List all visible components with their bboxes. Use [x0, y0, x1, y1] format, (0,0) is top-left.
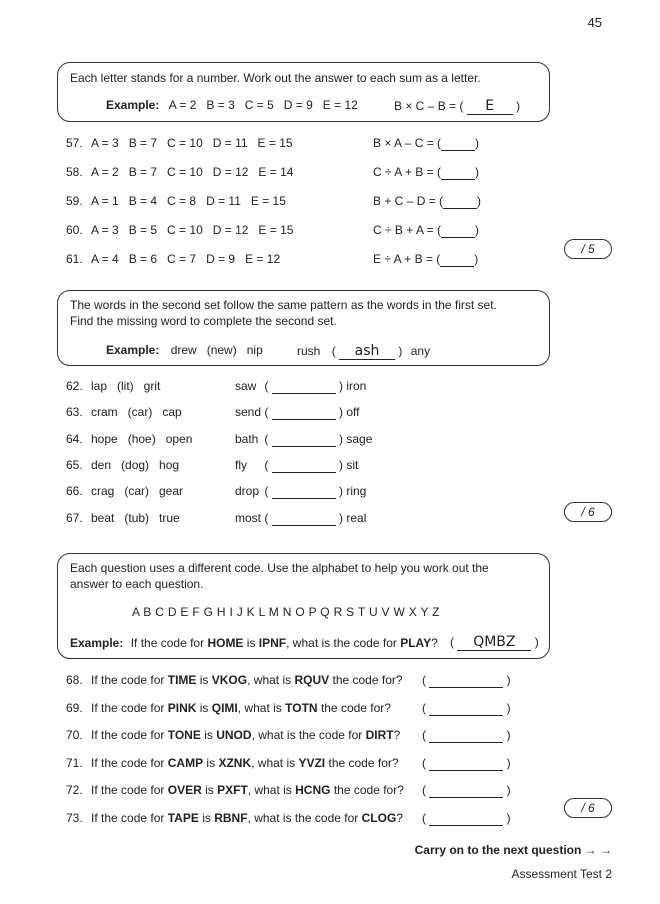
question-row — [66, 223, 293, 237]
code-word: TIME — [167, 673, 197, 687]
section1-instruction: Each letter stands for a number. Work out the answer to each sum as a letter. — [70, 71, 481, 85]
section2-example — [106, 343, 263, 357]
question-text: If the code for — [91, 673, 165, 687]
second-set-word2: sage — [346, 431, 373, 446]
first-set: cram (car) cap — [91, 405, 182, 420]
answer-blank[interactable] — [272, 511, 336, 526]
example-code: IPNF — [258, 636, 287, 650]
example-text: , what is the code for — [286, 636, 397, 650]
section3-instruction-line1: Each question uses a different code. Use the alphabet to help you work out the — [70, 561, 489, 575]
section2-example-set2 — [297, 343, 430, 360]
second-set-word2: off — [346, 405, 360, 420]
first-set: beat (tub) true — [91, 510, 180, 525]
answer-blank[interactable] — [429, 756, 503, 771]
question-text: , what is the code for — [251, 728, 363, 742]
example-open: ( — [331, 344, 336, 358]
question-row — [66, 432, 192, 446]
section3-instruction-line2: answer to each question. — [70, 577, 204, 591]
code-value: XZNK — [218, 755, 252, 770]
question-row — [66, 783, 404, 797]
example-answer: ash — [339, 343, 395, 360]
example-label: Example: — [106, 98, 160, 112]
question-text: , what is the code for — [247, 810, 359, 825]
example-answer: E — [467, 98, 513, 115]
example-close: ) — [398, 344, 403, 358]
question-text: is — [199, 700, 209, 715]
question-text: If the code for — [91, 783, 165, 797]
question-row — [66, 458, 179, 472]
answer-blank[interactable] — [441, 136, 475, 151]
section3-score-box: / 6 — [564, 798, 612, 818]
question-text: , what is — [251, 755, 296, 770]
code-word: PINK — [167, 700, 197, 715]
question-text: , what is — [237, 700, 282, 715]
question-number: 72. — [66, 783, 83, 797]
question-number: 60. — [66, 223, 83, 237]
second-set-word2: ring — [346, 484, 367, 499]
question-text: the code for? — [332, 673, 403, 687]
example-close: ) — [516, 99, 521, 113]
second-set-word2: sit — [346, 457, 359, 472]
question-text: If the code for — [91, 755, 165, 770]
question-row — [66, 701, 391, 715]
answer-field: ( ) — [422, 810, 511, 825]
carry-on-text: Carry on to the next question → → — [414, 843, 612, 857]
example-text: If the code for — [130, 636, 205, 650]
answer-blank[interactable] — [429, 673, 503, 688]
question-row — [66, 194, 286, 208]
example-word2: any — [410, 344, 431, 358]
target-word: CLOG — [361, 810, 397, 825]
answer-field: ( ) — [422, 673, 511, 687]
answer-blank[interactable] — [272, 405, 336, 420]
question-text: the code for? — [328, 755, 399, 770]
code-value: VKOG — [211, 673, 248, 687]
answer-blank[interactable] — [272, 379, 336, 394]
answer-field: ( ) — [422, 700, 511, 715]
question-row — [66, 165, 293, 179]
question-number: 70. — [66, 728, 83, 742]
question-sum — [373, 223, 479, 238]
letter-values: A = 3 B = 7 C = 10 D = 11 E = 15 — [91, 136, 293, 150]
question-number: 57. — [66, 136, 83, 150]
question-row — [66, 484, 183, 498]
answer-field: ( ) — [422, 728, 511, 742]
question-text: is — [199, 673, 209, 687]
first-set: crag (car) gear — [91, 484, 184, 499]
answer-blank[interactable] — [272, 458, 336, 473]
question-number: 67. — [66, 510, 83, 525]
answer-blank[interactable] — [429, 701, 503, 716]
question-text: , what is — [247, 673, 292, 687]
question-number: 65. — [66, 457, 83, 472]
second-set: bath ( ) sage — [235, 431, 373, 446]
question-sum — [373, 194, 481, 209]
alphabet: A B C D E F G H I J K L M N O P Q R S T U V W X Y Z — [132, 605, 440, 619]
second-set-word1: drop — [235, 484, 260, 499]
example-set1: drew (new) nip — [170, 343, 263, 357]
target-word: YVZI — [298, 755, 326, 770]
answer-blank[interactable] — [429, 728, 503, 743]
code-word: TAPE — [167, 810, 199, 825]
question-number: 68. — [66, 673, 83, 687]
question-sum — [373, 165, 479, 180]
question-row — [66, 405, 182, 419]
second-set-word2: real — [346, 510, 367, 525]
question-sum — [373, 252, 478, 267]
question-text: is — [206, 755, 216, 770]
example-word1: rush — [297, 344, 321, 358]
section1-score-box: / 5 — [564, 239, 612, 259]
second-set-word1: bath — [235, 431, 259, 446]
question-text: , what is — [247, 783, 292, 797]
close-bracket: ) — [474, 252, 479, 266]
question-sum — [373, 136, 479, 151]
answer-blank[interactable] — [429, 811, 503, 826]
letter-values: A = 2 B = 7 C = 10 D = 12 E = 14 — [91, 165, 294, 179]
answer-blank[interactable] — [441, 223, 475, 238]
second-set: send ( ) off — [235, 405, 360, 420]
answer-blank[interactable] — [440, 252, 474, 267]
question-text: ? — [396, 810, 403, 825]
question-row — [66, 811, 403, 825]
section2-instruction-line1: The words in the second set follow the same pattern as the words in the first set. — [70, 298, 497, 312]
question-row — [66, 673, 403, 687]
letter-values: A = 1 B = 4 C = 8 D = 11 E = 15 — [91, 194, 286, 208]
answer-blank[interactable] — [429, 783, 503, 798]
code-word: CAMP — [167, 755, 204, 770]
answer-blank[interactable] — [272, 432, 336, 447]
sum-expression: C ÷ B + A = ( — [373, 223, 441, 237]
question-number: 64. — [66, 431, 83, 446]
second-set-word2: iron — [346, 379, 367, 393]
question-text: If the code for — [91, 728, 165, 742]
question-row — [66, 136, 293, 150]
second-set-word1: most — [235, 510, 262, 525]
question-text: the code for? — [333, 783, 404, 797]
test-name: Assessment Test 2 — [511, 867, 612, 881]
question-row — [66, 511, 180, 525]
answer-blank[interactable] — [272, 484, 336, 499]
section1-example — [106, 98, 358, 112]
code-value: RBNF — [214, 810, 248, 825]
question-number: 61. — [66, 252, 83, 266]
code-value: UNOD — [216, 728, 252, 742]
question-number: 58. — [66, 165, 83, 179]
question-text: If the code for — [91, 700, 165, 715]
sum-expression: B + C – D = ( — [373, 194, 444, 208]
close-bracket: ) — [477, 194, 482, 208]
close-bracket: ) — [474, 223, 479, 237]
section3-example-answer: ( QMBZ ) — [450, 634, 539, 650]
question-text: the code for? — [320, 700, 391, 715]
target-word: HCNG — [295, 783, 331, 797]
second-set-word1: send — [235, 405, 262, 420]
section3-example — [70, 636, 438, 650]
example-target: PLAY — [400, 636, 432, 650]
code-value: PXFT — [217, 783, 248, 797]
code-word: TONE — [167, 728, 201, 742]
section2-instruction-line2: Find the missing word to complete the second set. — [70, 314, 337, 328]
example-sum: B × C – B = ( — [394, 99, 464, 113]
page-number: 45 — [587, 15, 602, 30]
answer-blank[interactable] — [441, 165, 475, 180]
second-set: saw ( ) iron — [235, 379, 367, 393]
target-word: TOTN — [285, 700, 318, 715]
question-number: 59. — [66, 194, 83, 208]
example-text: ? — [431, 636, 438, 650]
section1-example-sum — [394, 98, 520, 115]
question-row — [66, 379, 160, 393]
first-set: den (dog) hog — [91, 457, 180, 472]
question-number: 73. — [66, 810, 83, 825]
example-values: A = 2 B = 3 C = 5 D = 9 E = 12 — [168, 98, 358, 112]
question-number: 66. — [66, 484, 83, 499]
question-text: is — [205, 783, 214, 797]
answer-blank[interactable] — [443, 194, 477, 209]
code-word: OVER — [167, 783, 202, 797]
question-text: is — [202, 810, 211, 825]
question-number: 69. — [66, 700, 83, 715]
example-answer: QMBZ — [457, 634, 531, 651]
letter-values: A = 4 B = 6 C = 7 D = 9 E = 12 — [91, 252, 281, 266]
example-text: is — [246, 636, 256, 650]
sum-expression: E ÷ A + B = ( — [373, 252, 441, 266]
example-label: Example: — [106, 343, 160, 357]
target-word: RQUV — [294, 673, 330, 687]
first-set: hope (hoe) open — [91, 431, 193, 446]
letter-values: A = 3 B = 5 C = 10 D = 12 E = 15 — [91, 223, 294, 237]
target-word: DIRT — [365, 728, 394, 742]
answer-field: ( ) — [422, 755, 511, 770]
code-value: QIMI — [211, 700, 238, 715]
close-bracket: ) — [474, 165, 479, 179]
question-row — [66, 728, 400, 742]
section2-score-box: / 6 — [564, 502, 612, 522]
question-row — [66, 252, 280, 266]
second-set-word1: saw — [235, 379, 257, 393]
question-text: If the code for — [91, 810, 165, 825]
second-set-word1: fly — [235, 457, 247, 472]
answer-field: ( ) — [422, 783, 511, 797]
question-row — [66, 756, 399, 770]
question-text: is — [204, 728, 213, 742]
close-bracket: ) — [475, 136, 480, 150]
question-number: 62. — [66, 379, 83, 393]
first-set: lap (lit) grit — [91, 379, 161, 393]
question-text: ? — [393, 728, 401, 742]
sum-expression: B × A – C = ( — [373, 136, 442, 150]
sum-expression: C ÷ A + B = ( — [373, 165, 441, 179]
question-number: 71. — [66, 755, 83, 770]
question-number: 63. — [66, 405, 83, 420]
second-set: most ( ) real — [235, 510, 367, 525]
second-set: drop ( ) ring — [235, 484, 367, 499]
second-set: fly ( ) sit — [235, 457, 359, 472]
example-word: HOME — [207, 636, 244, 650]
example-label: Example: — [70, 636, 124, 650]
